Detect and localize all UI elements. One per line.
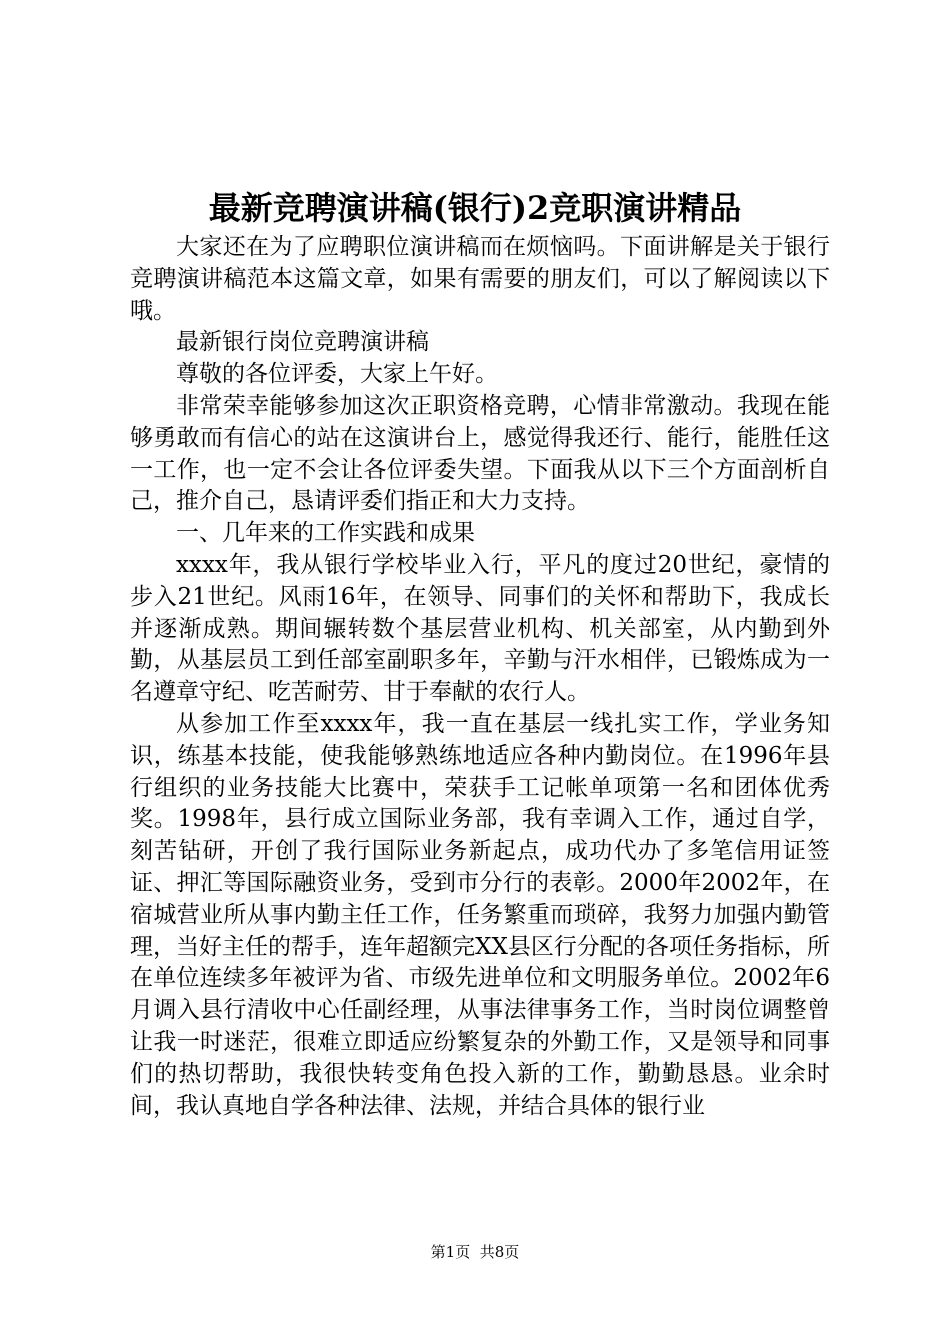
paragraph-work-history: 从参加工作至xxxx年，我一直在基层一线扎实工作，学业务知识，练基本技能，使我能够熟练地适应各种内勤岗位。在1996年县行组织的业务技能大比赛中，荣获手工记帐单项第一名和团体优秀奖。1998年，县行成立国际业务部，我有幸调入工作，通过自学，刻苦钻研，开创了我行国际业务新起点，成功代办了多笔信用证签证、押汇等国际融资业务，受到市分行的表彰。2000年2002年，在宿城营业所从事内勤主任工作，任务繁重而琐碎，我努力加强内勤管理，当好主任的帮手，连年超额完XX县区行分配的各项任务指标，所在单位连续多年被评为省、市级先进单位和文明服务单位。2002年6月调入县行清收中心任副经理，从事法律事务工作，当时岗位调整曾让我一时迷茫，很难立即适应纷繁复杂的外勤工作，又是领导和同事们的热切帮助，我很快转变角色投入新的工作，勤勤恳恳。业余时间，我认真地自学各种法律、法规，并结合具体的银行业 [130, 710, 830, 1119]
paragraph-greeting: 尊敬的各位评委，大家上午好。 [176, 361, 498, 388]
paragraph-heading: 最新银行岗位竞聘演讲稿 [176, 329, 429, 356]
paragraph-career: xxxx年，我从银行学校毕业入行，平凡的度过20世纪，豪情的步入21世纪。风雨16年，在领导、同事们的关怀和帮助下，我成长并逐渐成熟。期间辗转数个基层营业机构、机关部室，从内勤到外勤，从基层员工到任部室副职多年，辛勤与汗水相伴，已锻炼成为一名遵章守纪、吃苦耐劳、甘于奉献的农行人。 [130, 551, 830, 706]
page-footer [0, 1242, 950, 1262]
page-total: 共8页 [479, 1243, 520, 1261]
document-title: 最新竞聘演讲稿(银行)2竞职演讲精品 [208, 189, 742, 227]
footer-spacer [470, 1243, 480, 1261]
document-body [130, 232, 830, 1122]
page-number: 第1页 [430, 1243, 471, 1261]
paragraph-opening: 非常荣幸能够参加这次正职资格竞聘，心情非常激动。我现在能够勇敢而有信心的站在这演讲台上，感觉得我还行、能行，能胜任这一工作，也一定不会让各位评委失望。下面我从以下三个方面剖析自己，推介自己，恳请评委们指正和大力支持。 [130, 392, 830, 515]
section-heading: 一、几年来的工作实践和成果 [176, 520, 475, 547]
paragraph-intro: 大家还在为了应聘职位演讲稿而在烦恼吗。下面讲解是关于银行竞聘演讲稿范本这篇文章，如果有需要的朋友们，可以了解阅读以下哦。 [130, 234, 830, 324]
